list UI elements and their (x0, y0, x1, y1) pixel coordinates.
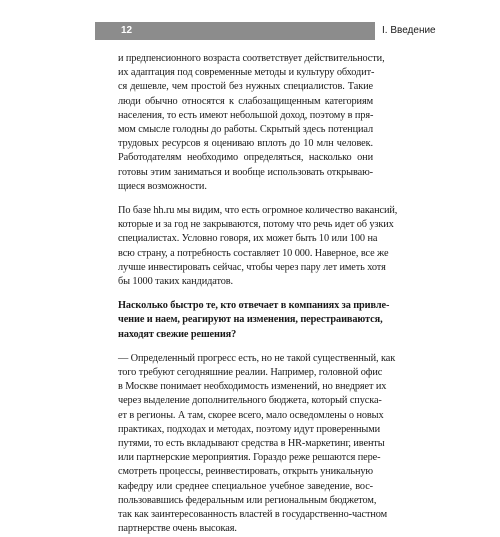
text-line: путями, то есть вкладывают средства в HR-маркетинг, ивенты (118, 438, 385, 450)
text-line: чение и наем, реагируют на изменения, перестраиваются, (118, 314, 383, 326)
text-line: По базе hh.ru мы видим, что есть огромное количество вакансий, (118, 205, 398, 217)
paragraph-gap (118, 342, 373, 352)
text-line: в Москве понимает необходимость изменений, но внедряет их (118, 381, 387, 393)
text-line: кафедру или среднее специальное учебное заведение, вос- (118, 480, 373, 492)
paragraph-1 (118, 52, 385, 194)
text-line: готовы этим заниматься и вообще использовать открываю- (118, 166, 373, 178)
text-line: люди обычно относятся к слабозащищенным категориям (118, 95, 373, 107)
paragraph-gap (118, 289, 373, 299)
text-line: практиках, подходах и методах, поэтому идут проверенными (118, 423, 381, 435)
running-header (0, 22, 500, 40)
text-line: или партнерские мероприятия. Гораздо реже решаются пере- (118, 452, 381, 464)
text-line: находят свежие решения? (118, 328, 237, 340)
text-line: пользовавшись федеральным или региональным бюджетом, (118, 494, 377, 506)
text-line: партнерстве очень высокая. (118, 523, 237, 535)
text-line: специалистах. Условно говоря, их может быть 10 или 100 на (118, 233, 378, 245)
text-line: щиеся возможности. (118, 180, 207, 192)
text-line: — Определенный прогресс есть, но не такой существенный, как (118, 352, 396, 364)
text-line: их адаптация под современные методы и культуру обходит- (118, 67, 375, 79)
text-line: и предпенсионного возраста соответствует действительности, (118, 53, 385, 64)
text-line: Работодателям необходимо определяться, насколько они (118, 152, 373, 164)
text-line: Насколько быстро те, кто отвечает в компаниях за привле- (118, 300, 390, 312)
text-line: бы 1000 таких кандидатов. (118, 276, 233, 288)
header-bar (95, 22, 375, 40)
interview-answer (118, 352, 396, 537)
text-line: лучше инвестировать сейчас, чтобы через пару лет иметь хотя (118, 261, 386, 273)
text-line: ет в регионы. А там, скорее всего, мало осведомлены о новых (118, 409, 384, 421)
interview-question (118, 299, 390, 342)
text-line: через выделение дополнительного бюджета, который спуска- (118, 395, 382, 407)
text-line: трудовых ресурсов я оцениваю вплоть до 10 млн человек. (118, 138, 373, 150)
text-line: так как заинтересованность властей в государственно-частном (118, 509, 388, 521)
text-line: которые и за год не закрываются, потому что речь идет об узких (118, 219, 394, 231)
text-line: ся дешевле, чем простой без нужных специалистов. Такие (118, 81, 373, 93)
text-line: того требуют сегодняшние реалии. Например, головной офис (118, 367, 383, 379)
text-line: всю страну, а потребность составляет 10 000. Наверное, все же (118, 247, 389, 259)
chapter-title: I. Введение (382, 25, 436, 36)
page-body (118, 52, 398, 537)
text-line: населения, то есть имеют небольшой доход, поэтому в пря- (118, 109, 374, 121)
header-divider (375, 22, 377, 40)
text-line: мом смысле голодны до работы. Скрытый здесь потенциал (118, 124, 373, 136)
paragraph-2 (118, 204, 398, 289)
text-line: смотреть процессы, реинвестировать, открыть уникальную (118, 466, 373, 478)
paragraph-gap (118, 194, 373, 204)
page-number: 12 (121, 25, 133, 36)
